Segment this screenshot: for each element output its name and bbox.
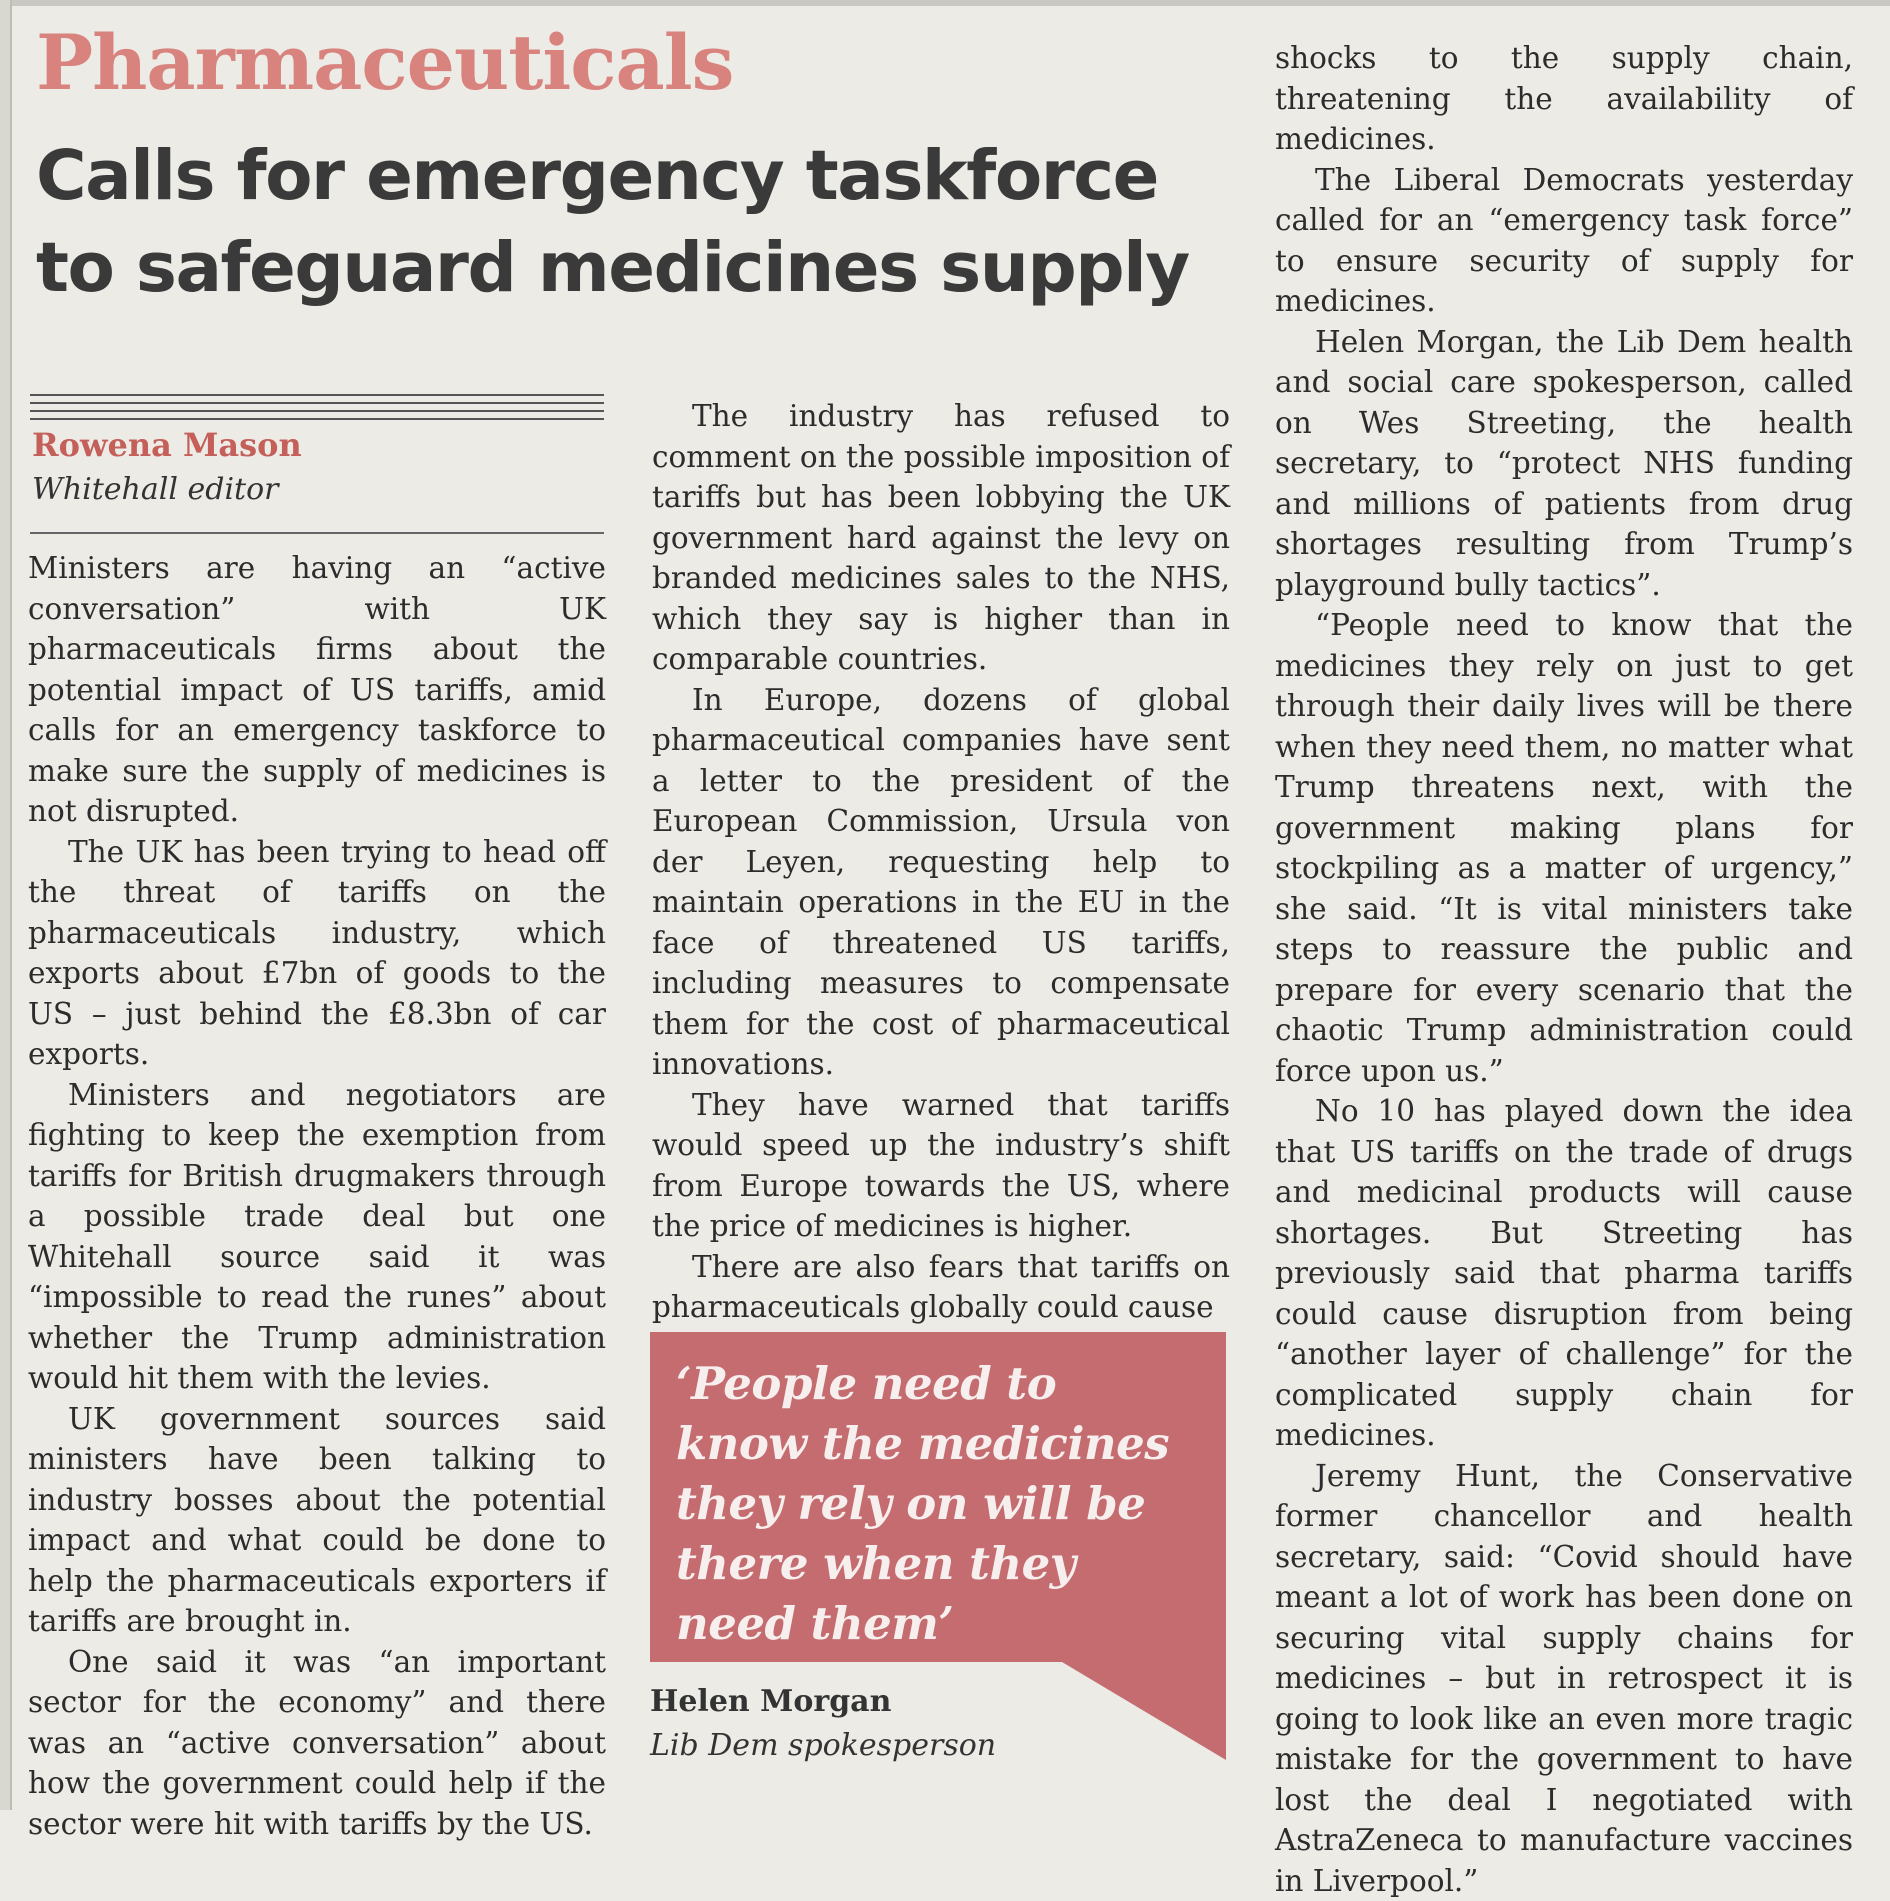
paragraph: They have warned that tariffs would speed up the industry’s shift from Europe towards the US, where the price of medicines is higher. [652,1085,1230,1247]
byline-role: Whitehall editor [32,472,279,507]
headline-line: to safeguard medicines supply [36,222,1256,314]
speech-bubble-tail [1062,1662,1226,1760]
body-column-2 [652,396,1230,1328]
paragraph: One said it was “an important sector for the economy” and there was an “active conversation” about how the government could help if the sector were hit with tariffs by the US. [28,1642,606,1845]
section-kicker: Pharmaceuticals [36,18,733,107]
paragraph: “People need to know that the medicines they rely on just to get through their daily lives will be there when they need them, no matter what Trump threatens next, with the government making plans for stockpiling as a matter of urgency,” she said. “It is vital ministers take steps to reassure the public and prepare for every scenario that the chaotic Trump administration could force upon us.” [1275,605,1853,1091]
paragraph: The industry has refused to comment on the possible imposition of tariffs but has been lobbying the UK government hard against the levy on branded medicines sales to the NHS, which they say is higher than in comparable countries. [652,396,1230,680]
paragraph: The Liberal Democrats yesterday called for an “emergency task force” to ensure security of supply for medicines. [1275,160,1853,322]
byline-author: Rowena Mason [32,426,302,464]
paragraph: shocks to the supply chain, threatening the availability of medicines. [1275,38,1853,160]
body-column-3 [1275,38,1853,1901]
paragraph: In Europe, dozens of global pharmaceutical companies have sent a letter to the president of the European Commission, Ursula von der Leyen, requesting help to maintain operations in the EU in the face of threatened US tariffs, including measures to compensate them for the cost of pharmaceutical innovations. [652,680,1230,1085]
pull-quote-name: Helen Morgan [650,1684,891,1719]
paragraph: No 10 has played down the idea that US tariffs on the trade of drugs and medicinal products will cause shortages. But Streeting has previously said that pharma tariffs could cause disruption from being “another layer of challenge” for the complicated supply chain for medicines. [1275,1091,1853,1456]
pull-quote-text: ‘People need to know the medicines they rely on will be there when they need them’ [650,1332,1226,1654]
paragraph: Jeremy Hunt, the Conservative former chancellor and health secretary, said: “Covid should have meant a lot of work has been done on securing vital supply chains for medicines – but in retrospect it is going to look like an even more tragic mistake for the government to have lost the deal I negotiated with AstraZeneca to manufacture vaccines in Liverpool.” [1275,1456,1853,1901]
paragraph: Ministers are having an “active conversation” with UK pharmaceuticals firms about the potential impact of US tariffs, amid calls for an emergency taskforce to make sure the supply of medicines is not disrupted. [28,548,606,832]
headline [36,130,1256,314]
paragraph: There are also fears that tariffs on pharmaceuticals globally could cause [652,1247,1230,1328]
headline-line: Calls for emergency taskforce [36,130,1256,222]
byline-divider [30,532,604,534]
decorative-rules [30,394,604,426]
body-column-1 [28,548,606,1844]
paragraph: Ministers and negotiators are fighting to keep the exemption from tariffs for British drugmakers through a possible trade deal but one Whitehall source said it was “impossible to read the runes” about whether the Trump administration would hit them with the levies. [28,1075,606,1399]
paragraph: The UK has been trying to head off the threat of tariffs on the pharmaceuticals industry, which exports about £7bn of goods to the US – just behind the £8.3bn of car exports. [28,832,606,1075]
paragraph: UK government sources said ministers have been talking to industry bosses about the potential impact and what could be done to help the pharmaceuticals exporters if tariffs are brought in. [28,1399,606,1642]
left-edge-rule [0,0,12,1810]
pull-quote-box [650,1332,1226,1662]
top-edge-rule [0,0,1890,6]
pull-quote-role: Lib Dem spokesperson [650,1728,996,1763]
paragraph: Helen Morgan, the Lib Dem health and social care spokesperson, called on Wes Streeting, the health secretary, to “protect NHS funding and millions of patients from drug shortages resulting from Trump’s playground bully tactics”. [1275,322,1853,606]
